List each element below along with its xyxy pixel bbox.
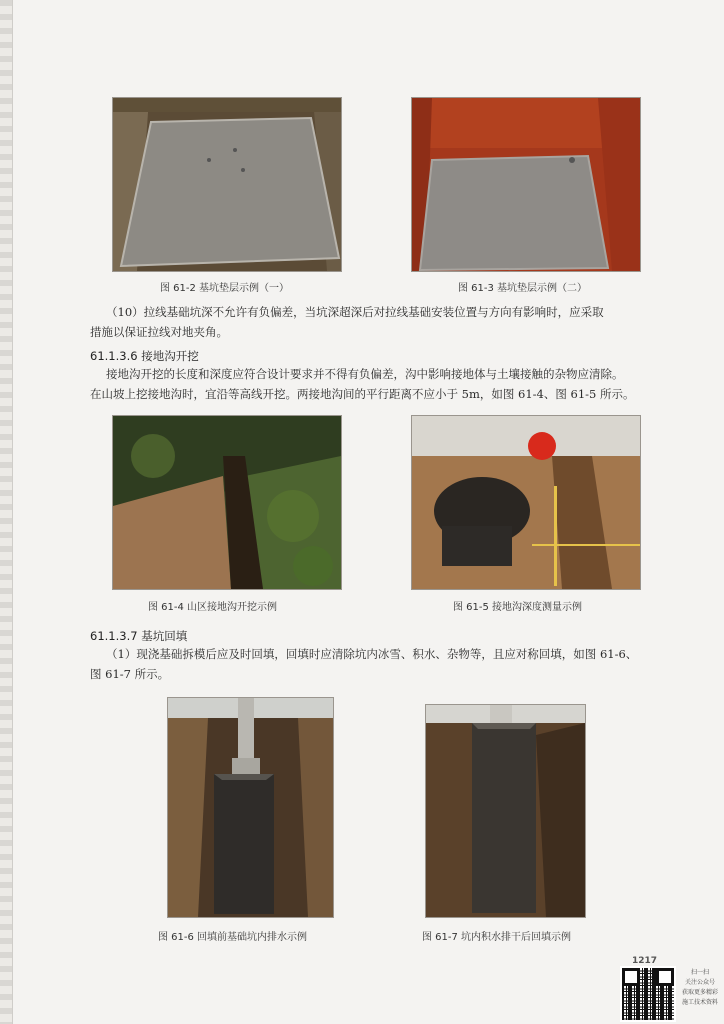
qr-caption [678, 968, 722, 1008]
paragraph-10-line-1: （10）拉线基础坑深不允许有负偏差，当坑深超深后对拉线基础安装位置与方向有影响时，应采取 [106, 305, 604, 319]
paragraph-10-line-2: 措施以保证拉线对地夹角。 [90, 325, 228, 339]
photo-trench-depth-measurement [411, 415, 641, 590]
section-61-1-3-6-line-2: 在山坡上挖接地沟时，宜沿等高线开挖。两接地沟间的平行距离不应小于 5m，如图 61-4、图 61-5 所示。 [90, 387, 635, 401]
photo-pit-drainage-before-backfill [167, 697, 334, 918]
photo-foundation-pit-cushion-2 [411, 97, 641, 272]
section-heading-61-1-3-6: 61.1.3.6 接地沟开挖 [90, 349, 199, 363]
qr-caption-line-1: 扫一扫 [690, 969, 709, 976]
page-number: 1217 [632, 956, 658, 966]
photo-mountain-ground-trench [112, 415, 342, 590]
section-61-1-3-6-line-1: 接地沟开挖的长度和深度应符合设计要求并不得有负偏差，沟中影响接地体与土壤接触的杂物应清除。 [106, 367, 624, 381]
caption-fig-61-2: 图 61-2 基坑垫层示例（一） [160, 283, 290, 294]
qr-caption-line-2: 关注公众号 [684, 979, 715, 986]
qr-caption-line-4: 施工技术资料 [681, 999, 718, 1006]
section-heading-61-1-3-7: 61.1.3.7 基坑回填 [90, 629, 188, 643]
paragraph-10 [90, 302, 678, 342]
section-61-1-3-7-line-2: 图 61-7 所示。 [90, 667, 170, 681]
caption-fig-61-5: 图 61-5 接地沟深度测量示例 [453, 602, 583, 613]
caption-fig-61-6: 图 61-6 回填前基础坑内排水示例 [158, 932, 308, 943]
section-61-1-3-7-body [90, 644, 678, 684]
section-61-1-3-6-body [90, 364, 678, 404]
caption-fig-61-4: 图 61-4 山区接地沟开挖示例 [148, 602, 278, 613]
qr-code-icon [620, 966, 676, 1022]
caption-fig-61-7: 图 61-7 坑内积水排干后回填示例 [422, 932, 572, 943]
section-61-1-3-7-line-1: （1）现浇基础拆模后应及时回填，回填时应清除坑内冰雪、积水、杂物等，且应对称回填，如图 61-6、 [106, 647, 638, 661]
qr-caption-line-3: 获取更多精彩 [681, 989, 718, 996]
page-spine-edge [0, 0, 13, 1024]
photo-foundation-pit-cushion-1 [112, 97, 342, 272]
photo-backfill-after-drainage [425, 704, 586, 918]
caption-fig-61-3: 图 61-3 基坑垫层示例（二） [458, 283, 588, 294]
